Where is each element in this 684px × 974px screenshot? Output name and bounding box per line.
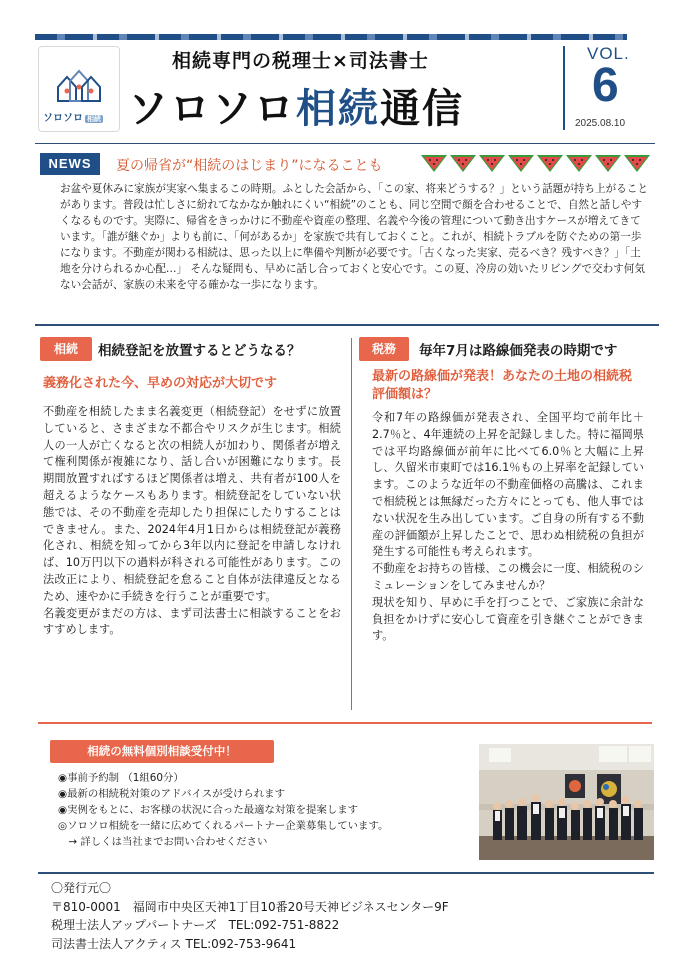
section-rule: [35, 324, 659, 326]
consultation-rule: [38, 722, 652, 724]
consultation-item: → 詳しくは当社までお問い合わせください: [58, 836, 268, 848]
publisher-address: 〒810-0001 福岡市中央区天神1丁目10番20号天神ビジネスセンター9F: [51, 899, 449, 914]
consultation-item: ◉最新の相続税対策のアドバイスが受けられます: [58, 788, 285, 800]
publisher-heading: 〇発行元〇: [51, 881, 112, 895]
newsletter-title: ソロソロ相続通信: [128, 86, 464, 132]
consultation-item: ◎ソロソロ相続を一緒に広めてくれるパートナー企業募集しています。: [58, 820, 389, 832]
right-article-subheading: 最新の路線価が発表！あなたの土地の相続税評価額は？: [372, 369, 633, 402]
tax-firm-contact: 税理士法人アップパートナーズ TEL:092-751-8822: [51, 918, 340, 932]
consultation-item: ◉事前予約制 （1組60分）: [58, 772, 184, 784]
left-article-body: 不動産を相続したまま名義変更（相続登記）をせずに放置していると、さまざまな不都合やリスクが生じます。相続人の一人が亡くなると次の相続人が加わり、関係者が増えて権利関係が複雑になり、話し合いが困難になります。長期間放置すればするほど関係者は増え、共有者が100人を超えるようなケースもあります。相続登記をしていない状態では、その不動産を売却したり担保にしたりすることはできません。また、2024年4月1日からは相続登記が義務化され、相続を知ってから3年以内に登記を申請しなければ、10万円以下の過料が科される可能性があります。この法改正により、相続登記を怠ること自体が法律違反となるため、速やかに手続きを行うことが重要です。 名義変更がまだの方は、まず司法書士に相談することをおすすめします。: [43, 405, 341, 637]
consultation-list: [58, 770, 388, 850]
inheritance-badge: 相続: [40, 337, 92, 361]
company-logo: [38, 46, 120, 132]
header-decor-strip: [35, 34, 627, 40]
newsletter-subtitle: 相続専門の税理士×司法書士: [172, 50, 429, 72]
volume-number: 6: [592, 59, 619, 112]
volume-label: VOL.: [587, 44, 630, 63]
left-article-heading: 相続登記を放置するとどうなる？: [98, 343, 301, 359]
watermelon-decor-icon: [420, 152, 650, 174]
column-divider: [351, 338, 352, 710]
consultation-item: ◉実例をもとに、お客様の状況に合った最適な対策を提案します: [58, 804, 359, 816]
houses-logo-icon: [55, 63, 103, 103]
right-article-body: 令和7年の路線価が発表され、全国平均で前年比＋2.7％と、4年連続の上昇を記録しました。特に福岡県では平均路線価が前年に比べて6.0％と大幅に上昇し、久留米市東町では16.1％もの上昇率を記録しています。このような近年の不動産価格の高騰は、これまで相続税とは無縁だった方々にとっても、他人事ではない状況を生み出しています。ご自身の所有する不動産の評価額が上昇したことで、思わぬ相続税の負担が発生する可能性も考えられます。 不動産をお持ちの皆様、この機会に一度、相続税のシミュレーションをしてみませんか？ 現状を知り、早めに手を打つことで、ご家族に余計な負担をかけずに安心して資産を引き継ぐことができます。: [372, 411, 644, 643]
news-title: 夏の帰省が“相続のはじまり”になることも: [116, 158, 383, 174]
judicial-firm-contact: 司法書士法人アクティス TEL:092-753-9641: [51, 936, 297, 951]
consultation-badge: 相続の無料個別相談受付中！: [50, 740, 274, 763]
issue-date: 2025.08.10: [575, 118, 626, 129]
footer-rule: [38, 872, 654, 874]
news-body: お盆や夏休みに家族が実家へ集まるこの時期。ふとした会話から、「この家、将来どうする？」という話題が持ち上がることがあります。普段は忙しさに紛れてなかなか触れにくい“相続”のことも、同じ空間で顔を合わせることで、自然と話しやすくなるものです。実際に、帰省をきっかけに不動産や資産の整理、名義や今後の管理について動き出すケースが増えてきています。「誰が継ぐか」よりも前に、「何があるか」を家族で共有しておくこと。これが、相続トラブルを防ぐための第一歩になります。不動産が関わる相続は、思った以上に準備や判断が必要です。「古くなった実家、売るべき？残すべき？」「土地を分けられるか心配…」 そんな疑問も、早めに話し合っておくと安心です。この夏、冷房の効いたリビングで交わす何気ない会話が、家族の未来を守る確かな一歩になります。: [60, 183, 648, 291]
staff-group-photo: [479, 744, 654, 860]
title-divider: [563, 46, 565, 130]
header-rule: [35, 143, 655, 144]
logo-brand-text: ソロソロ 相続: [43, 113, 101, 124]
right-article-heading: 毎年7月は路線価発表の時期です: [419, 343, 618, 359]
publisher-info: [51, 879, 449, 953]
news-badge: NEWS: [40, 153, 100, 175]
left-article-subheading: 義務化された今、早めの対応が大切です: [43, 376, 278, 391]
tax-badge: 税務: [359, 337, 409, 361]
